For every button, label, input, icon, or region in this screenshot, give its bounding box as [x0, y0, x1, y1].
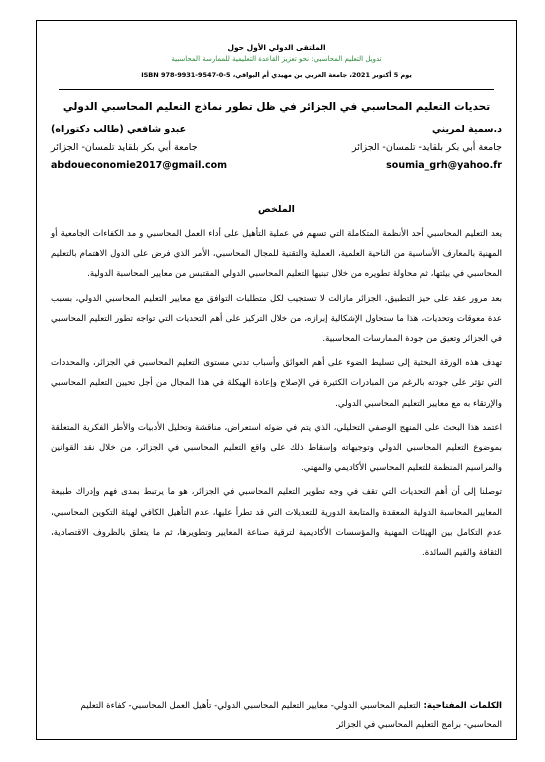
abstract-heading: الملخص [258, 204, 295, 215]
conference-header [37, 21, 516, 91]
author-1-affiliation: جامعة أبي بكر بلقايد- تلمسان- الجزائر [351, 142, 502, 153]
authors-block [51, 124, 502, 178]
author-2-name: عبدو شافعي (طالب دكتوراه) [51, 124, 187, 135]
abstract-body [51, 224, 502, 567]
conference-title: الملتقى الدولي الأول حول [227, 43, 326, 52]
abstract-paragraph-4: اعتمد هذا البحث على المنهج الوصفي التحليلي، الذي يتم في ضوئه استعراض، مناقشة وتحليل الأدبيات والأطر الفكرية المتعلقة بموضوع التعليم المحاسبي الدولي وتوجيهاته وإسقاط ذلك على واقع التعليم المحاسبي في الجزائر، من خلال نقد القوانين والمراسيم المنظمة للتعليم المحاسبي الأكاديمي والمهني. [51, 422, 502, 474]
abstract-paragraph-5: توصلنا إلى أن أهم التحديات التي تقف في وجه تطوير التعليم المحاسبي في الجزائر، هو ما يرتبط بمدى فهم وإدراك طبيعة المعايير المحاسبة الدولية المعقدة والمتابعة الدورية للتعديلات التي قد تطرأ عليها، عدم التأهيل الكافي لهيئة التكوين المحاسبي، عدم التكامل بين الهيئات المهنية والمؤسسات الأكاديمية لترقية صناعة المعايير وتطويرها، ثم ما يتعلق بالظروف الاقتصادية، الثقافة والقيم السائدة. [51, 487, 502, 559]
author-1-email[interactable]: soumia_grh@yahoo.fr [386, 160, 502, 171]
abstract-paragraph-1: يعد التعليم المحاسبي أحد الأنظمة المتكاملة التي تسهم في عملية التأهيل على أداء العمل المحاسبي و مد الكفاءات الجامعية أو المهنية بالمعارف الأساسية من الناحية العلمية، العملية والتقنية للمجال المحاسبي، الأمر الذي فرض على الدول الاهتمام بالتعليم المحاسبي في بيئتها، ثم محاولة تطويره من خلال تبنيها التعليم المحاسبي الدولي المقتبس من معايير المحاسبة الدولية. [51, 229, 502, 280]
author-2-email[interactable]: abdoueconomie2017@gmail.com [51, 160, 228, 171]
author-2-affiliation: جامعة أبي بكر بلقايد تلمسان- الجزائر [51, 142, 198, 153]
keywords-text: التعليم المحاسبي الدولي- معايير التعليم المحاسبي الدولي- تأهيل العمل المحاسبي- كفاءة التعليم المحاسبي- برامج التعليم المحاسبي في الجزائر [80, 701, 502, 730]
author-1-name: د.سمية لمريني [431, 124, 502, 135]
abstract-paragraph-2: بعد مرور عقد على حيز التطبيق، الجزائر مازالت لا تستجيب لكل متطلبات التوافق مع معايير التعليم المحاسبي الدولي، بسبب عدة معوقات وتحديات، هذا ما ستحاول الإشكالية إبرازه، من خلال التركيز على أهم التحديات التي تواجه تطور التعليم المحاسبي في الجزائر وتعيق من جودة الممارسات المحاسبية. [51, 293, 502, 345]
abstract-paragraph-3: تهدف هذه الورقة البحثية إلى تسليط الضوء على أهم العوائق وأسباب تدني مستوى التعليم المحاسبي في الجزائر، والمحددات التي تؤثر على جودته بالرغم من المبادرات الكثيرة في الإصلاح وإعادة الهيكلة في هذا المجال من أجل تحيين التعليم المحاسبي والإرتقاء به مع معايير التعليم المحاسبي الدولي. [51, 358, 502, 409]
keywords-label: الكلمات المفتاحية: [423, 701, 502, 711]
conference-theme: تدويل التعليم المحاسبي: نحو تعزيز القاعدة التعليمية للممارسة المحاسبية [171, 55, 382, 63]
conference-info: يوم 5 أكتوبر 2021، جامعة العربي بن مهيدي أم البواقي، ISBN 978-9931-9547-0-5 [141, 71, 412, 79]
paper-title: تحديات التعليم المحاسبي في الجزائر في ظل تطور نماذج التعليم المحاسبي الدولي [62, 101, 491, 113]
keywords-block [51, 697, 502, 735]
paper-page [36, 20, 517, 740]
header-divider [59, 89, 494, 90]
